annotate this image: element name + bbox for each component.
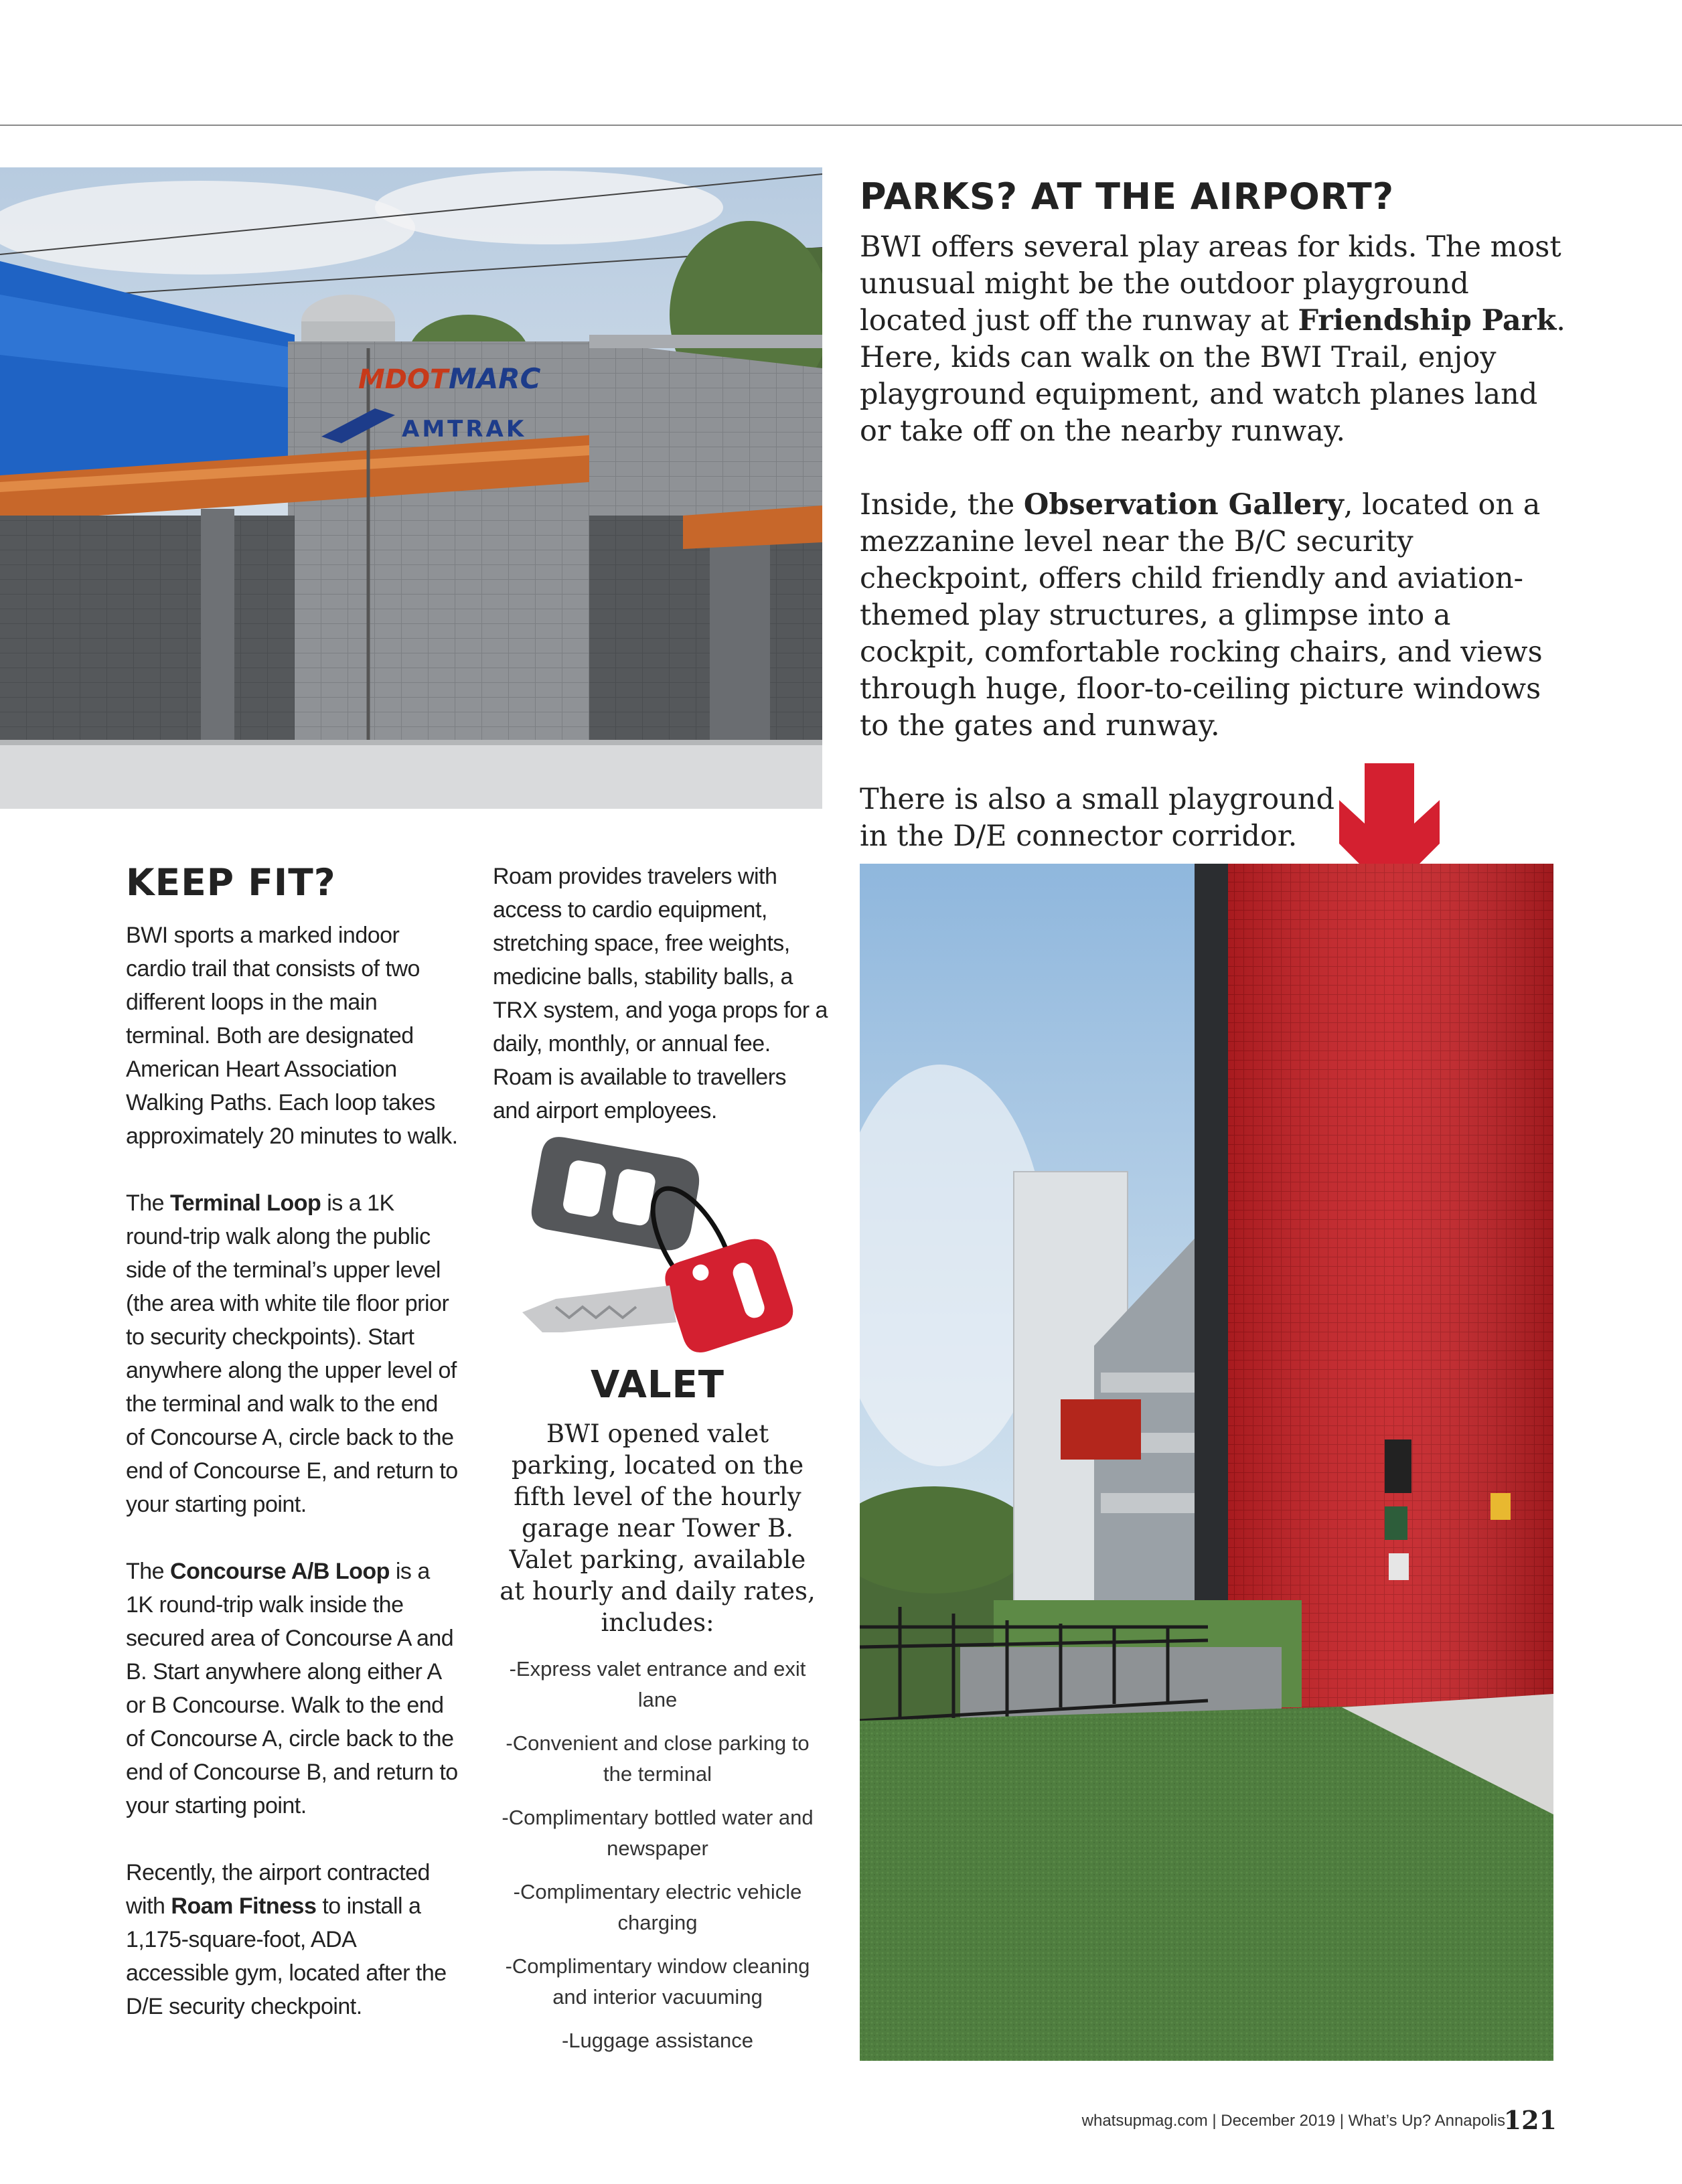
mdot-sign: MDOT	[358, 364, 449, 395]
parks-paragraph-2: Inside, the Observation Gallery, located on a mezzanine level near the B/C security checkpoint, offers child friendly and aviation-themed play structures, a glimpse into a cockpit, comfortable rocking chairs, and views through huge, floor-to-ceiling picture windows to the gates and runway.	[860, 488, 1543, 743]
list-item: -Complimentary window cleaning and interior vacuuming	[505, 1954, 810, 2009]
list-item: -Convenient and close parking to the terminal	[506, 1731, 810, 1786]
keepfit-column-1	[126, 919, 461, 2057]
amtrak-sign: AMTRAK	[402, 416, 527, 443]
top-rule	[0, 125, 1682, 126]
list-item: -Complimentary electric vehicle charging	[513, 1880, 802, 1934]
parks-paragraph-1: BWI offers several play areas for kids. The most unusual might be the outdoor playground located just off the runway at Friendship Park. Here, kids can walk on the BWI Trail, enjoy playground equipment, and watch planes land or take off on the nearby runway.	[860, 230, 1565, 448]
parks-paragraph-3: There is also a small playground in the D/E connector corridor.	[860, 783, 1335, 853]
keepfit-paragraph-2: The Terminal Loop is a 1K round-trip walk along the public side of the terminal’s upper level (the area with white tile floor prior to security checkpoints). Start anywhere along the upper level of the terminal and walk to the end of Concourse A, circle back to the end of Concourse E, and return to your starting point.	[126, 1190, 458, 1517]
page-number: 121	[1503, 2105, 1557, 2135]
parks-heading: PARKS? AT THE AIRPORT?	[860, 175, 1395, 218]
keepfit-paragraph-4: Recently, the airport contracted with Roam Fitness to install a 1,175-square-foot, ADA accessible gym, located after the D/E security checkpoint.	[126, 1860, 447, 2019]
list-item: -Luggage assistance	[561, 2029, 754, 2052]
car-key-icon	[516, 1132, 804, 1352]
marc-sign: MARC	[449, 362, 541, 395]
train-station-photo	[0, 167, 822, 809]
keepfit-heading: KEEP FIT?	[126, 861, 336, 904]
valet-list	[497, 1654, 818, 2069]
list-item: -Express valet entrance and exit lane	[509, 1657, 806, 1711]
valet-body: BWI opened valet parking, located on the fifth level of the hourly garage near Tower B. Valet parking, available at hourly and daily rates, includes:	[500, 1419, 816, 1637]
parks-body	[860, 229, 1570, 892]
roam-paragraph: Roam provides travelers with access to cardio equipment, stretching space, free weights, medicine balls, stability balls, a TRX system, and yoga props for a daily, monthly, or annual fee. Roam is available to travellers and airport employees.	[493, 864, 828, 1123]
keepfit-paragraph-1: BWI sports a marked indoor cardio trail that consists of two different loops in the main terminal. Both are designated American Heart Association Walking Paths. Each loop takes approximately 20 minutes to walk.	[126, 923, 458, 1149]
keepfit-paragraph-3: The Concourse A/B Loop is a 1K round-trip walk inside the secured area of Concourse A and B. Start anywhere along either A or B Concourse. Walk to the end of Concourse A, circle back to the end of Concourse B, and return to your starting point.	[126, 1559, 458, 1818]
footer-credit: whatsupmag.com | December 2019 | What’s Up? Annapolis	[1081, 2112, 1505, 2130]
list-item: -Complimentary bottled water and newspaper	[502, 1806, 814, 1860]
dog-park-photo	[860, 864, 1553, 2061]
keepfit-column-2	[493, 860, 828, 1161]
valet-heading: VALET	[590, 1363, 724, 1407]
